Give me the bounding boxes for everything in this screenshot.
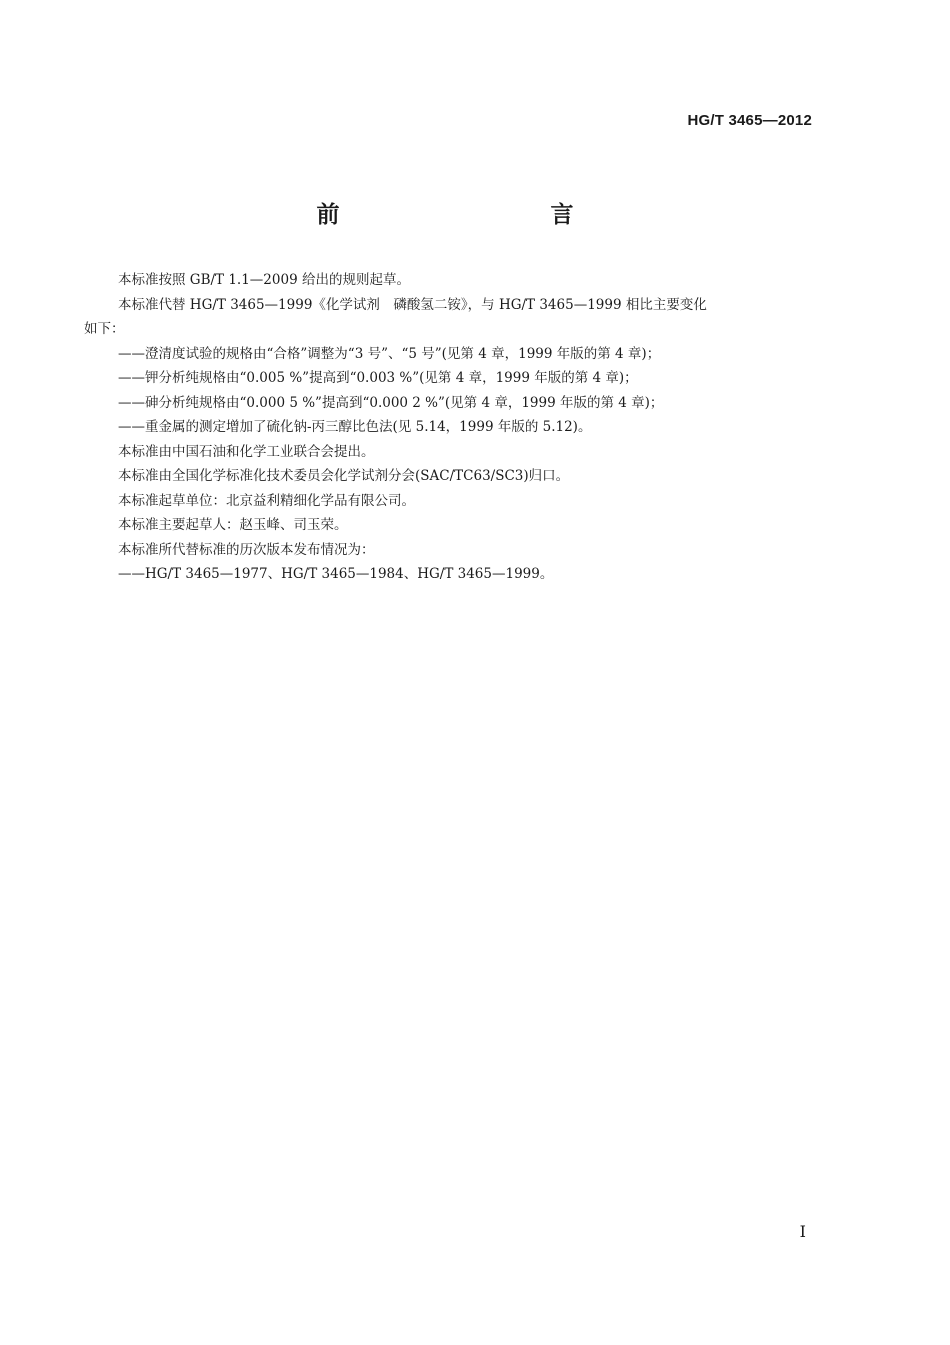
paragraph-under-jurisdiction: 本标准由全国化学标准化技术委员会化学试剂分会(SAC/TC63/SC3)归口。	[118, 468, 570, 484]
change-item-potassium: ——钾分析纯规格由“0.005 %”提高到“0.003 %”(见第 4 章，1999 年版的第 4 章)；	[118, 370, 638, 386]
paragraph-replaces-continued: 如下：	[84, 321, 125, 337]
paragraph-replaces: 本标准代替 HG/T 3465—1999《化学试剂 磷酸氢二铵》，与 HG/T 3465—1999 相比主要变化	[118, 296, 707, 313]
standard-code: HG/T 3465—2012	[687, 112, 812, 129]
list-item-previous-editions: ——HG/T 3465—1977、HG/T 3465—1984、HG/T 3465—1999。	[118, 566, 554, 582]
page-number: I	[799, 1222, 806, 1241]
change-item-heavy-metals: ——重金属的测定增加了硫化钠-丙三醇比色法(见 5.14，1999 年版的 5.12)。	[118, 419, 592, 435]
paragraph-drafting-rules: 本标准按照 GB/T 1.1—2009 给出的规则起草。	[118, 272, 410, 288]
paragraph-previous-editions: 本标准所代替标准的历次版本发布情况为：	[118, 541, 375, 558]
page-title: 前 言	[316, 202, 629, 228]
change-item-clarity: ——澄清度试验的规格由“合格”调整为“3 号”、“5 号”(见第 4 章，1999 年版的第 4 章)；	[118, 345, 661, 362]
paragraph-proposed-by: 本标准由中国石油和化学工业联合会提出。	[118, 443, 375, 460]
paragraph-drafters: 本标准主要起草人：赵玉峰、司玉荣。	[118, 517, 348, 533]
document-body	[84, 268, 814, 587]
paragraph-drafting-unit: 本标准起草单位：北京益利精细化学品有限公司。	[118, 492, 415, 509]
change-item-arsenic: ——砷分析纯规格由“0.000 5 %”提高到“0.000 2 %”(见第 4 章，1999 年版的第 4 章)；	[118, 394, 664, 411]
